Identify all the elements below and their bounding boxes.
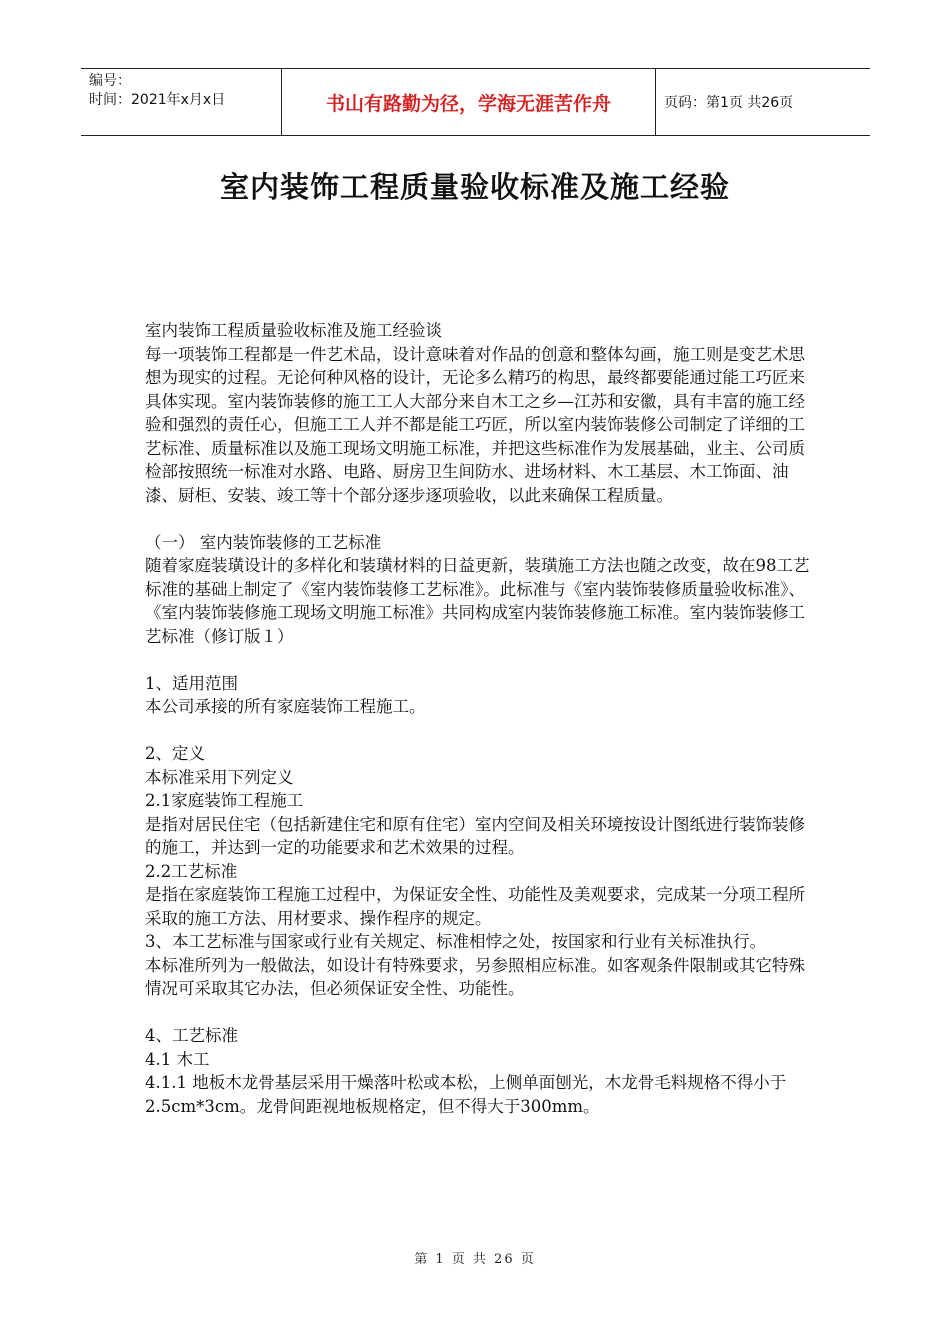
paragraph: 每一项装饰工程都是一件艺术品，设计意味着对作品的创意和整体勾画，施工则是变艺术思想为现实的过程。无论何种风格的设计，无论多么精巧的构思，最终都要能通过能工巧匠来具体实现。室内装饰装修的施工工人大部分来自木工之乡—江苏和安徽，具有丰富的施工经验和强烈的责任心，但施工工人并不都是能工巧匠，所以室内装饰装修公司制定了详细的工艺标准、质量标准以及施工现场文明施工标准，并把这些标准作为发展基础，业主、公司质检部按照统一标准对水路、电路、厨房卫生间防水、进场材料、木工基层、木工饰面、油漆、厨柜、安装、竣工等十个部分逐步逐项验收，以此来确保工程质量。 xyxy=(145,344,805,505)
paragraph: 是指对居民住宅（包括新建住宅和原有住宅）室内空间及相关环境按设计图纸进行装饰装修的施工，并达到一定的功能要求和艺术效果的过程。 xyxy=(145,814,805,857)
document-number-label: 编号： xyxy=(89,73,131,89)
header-motto-cell xyxy=(281,69,656,135)
paragraph: 本公司承接的所有家庭装饰工程施工。 xyxy=(145,697,426,716)
paragraph: 3、本工艺标准与国家或行业有关规定、标准相悖之处，按国家和行业有关标准执行。 xyxy=(145,932,766,951)
header-page-info: 页码：第1页 共26页 xyxy=(664,95,794,111)
page-header xyxy=(81,68,870,136)
paragraph: 1、适用范围 xyxy=(145,673,238,693)
paragraph: 4.1 木工 xyxy=(145,1049,210,1069)
paragraph-gap xyxy=(145,1001,810,1025)
header-motto: 书山有路勤为径，学海无涯苦作舟 xyxy=(325,92,611,115)
paragraph: 4.1.1 地板木龙骨基层采用干燥落叶松或本松，上侧单面刨光，木龙骨毛料规格不得小于2.5cm*3cm。龙骨间距视地板规格定，但不得大于300mm。 xyxy=(145,1073,787,1116)
paragraph-gap xyxy=(145,507,810,531)
paragraph: 是指在家庭装饰工程施工过程中，为保证安全性、功能性及美观要求，完成某一分项工程所采取的施工方法、用材要求、操作程序的规定。 xyxy=(145,885,805,928)
paragraph: 2、定义 xyxy=(145,744,205,763)
document-time-label: 时间：2021年x月x日 xyxy=(89,92,226,108)
document-body xyxy=(145,319,810,1118)
header-left-cell xyxy=(81,69,281,135)
paragraph-gap xyxy=(145,719,810,743)
paragraph: 2.1家庭装饰工程施工 xyxy=(145,791,304,810)
paragraph: 2.2工艺标准 xyxy=(145,861,238,881)
paragraph: 室内装饰工程质量验收标准及施工经验谈 xyxy=(145,321,442,340)
paragraph: 4、工艺标准 xyxy=(145,1026,238,1045)
paragraph: 本标准采用下列定义 xyxy=(145,767,294,787)
header-page-cell xyxy=(656,69,870,135)
paragraph: 随着家庭装璜设计的多样化和装璜材料的日益更新，装璜施工方法也随之改变，故在98工艺标准的基础上制定了《室内装饰装修工艺标准》。此标准与《室内装饰装修质量验收标准》、《室内装饰装修施工现场文明施工标准》共同构成室内装饰装修施工标准。室内装饰装修工艺标准（修订版１） xyxy=(145,556,810,646)
page-footer: 第 1 页 共 26 页 xyxy=(414,1252,536,1267)
paragraph: 本标准所列为一般做法，如设计有特殊要求，另参照相应标准。如客观条件限制或其它特殊情况可采取其它办法，但必须保证安全性、功能性。 xyxy=(145,955,805,998)
paragraph: （一） 室内装饰装修的工艺标准 xyxy=(145,532,382,552)
paragraph-gap xyxy=(145,648,810,672)
document-title: 室内装饰工程质量验收标准及施工经验 xyxy=(219,170,730,204)
